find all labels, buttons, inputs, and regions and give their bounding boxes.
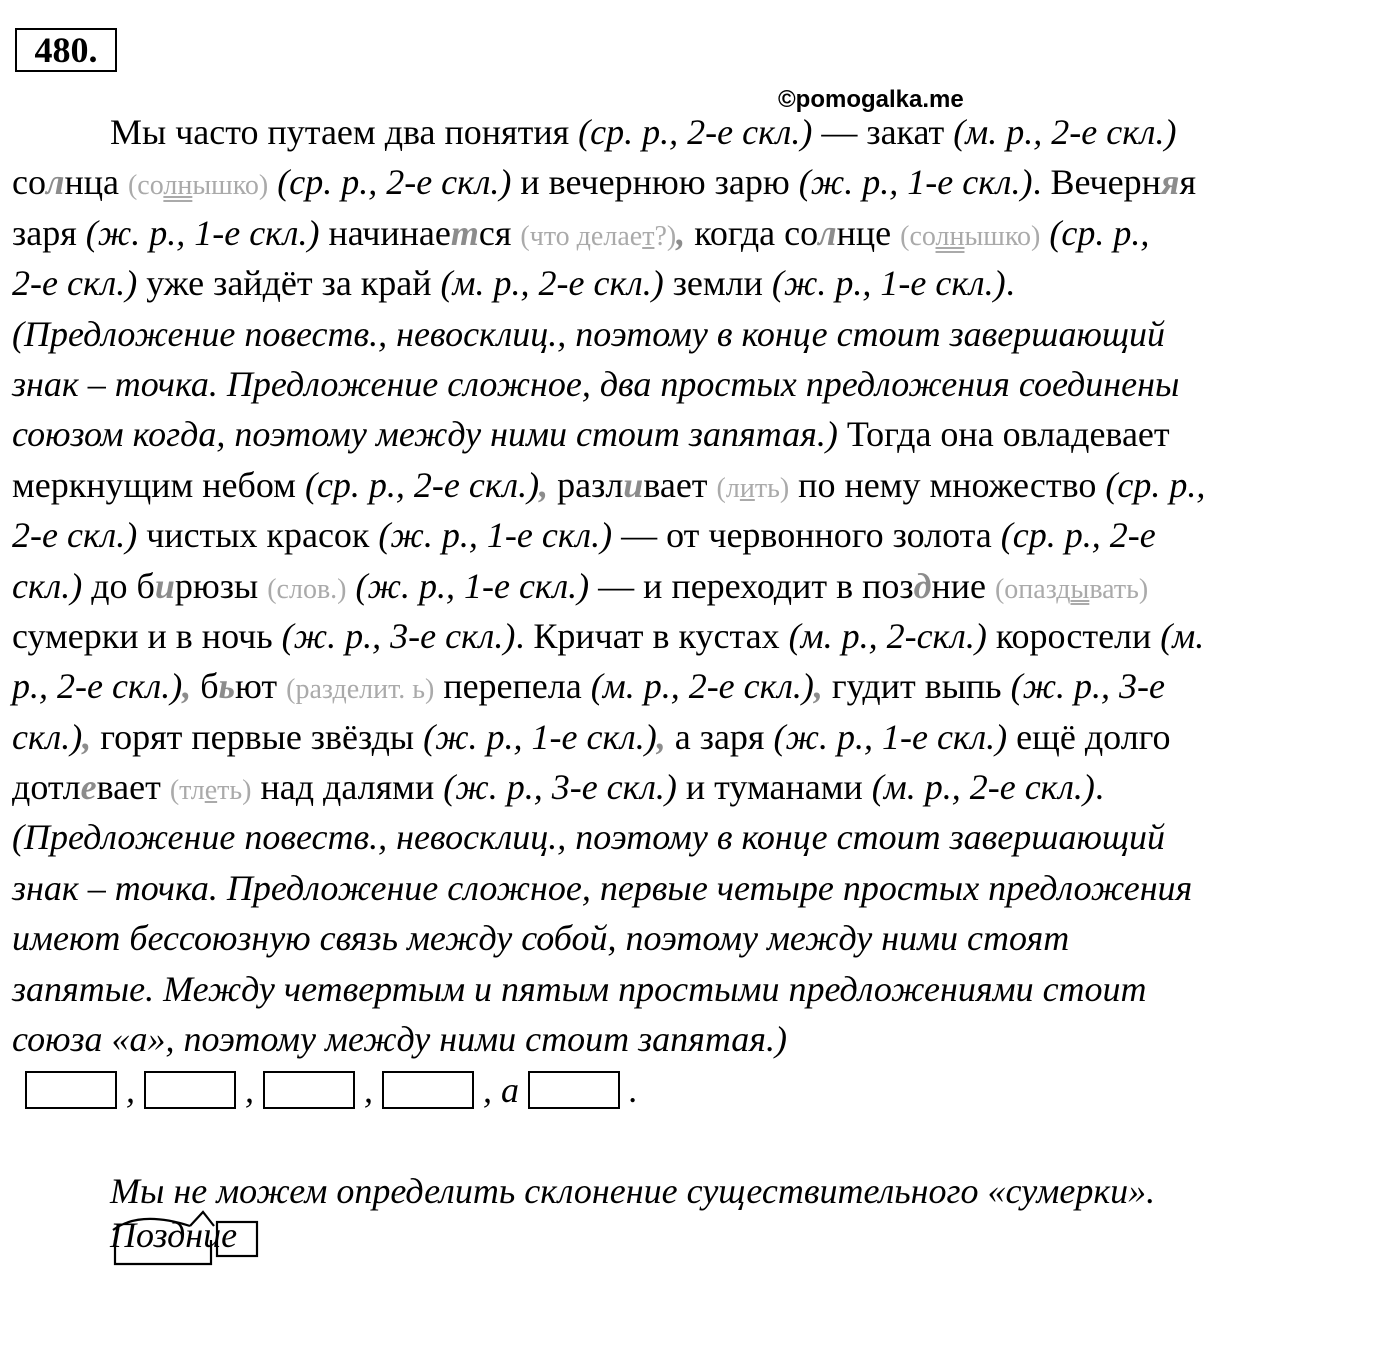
text-segment: сумерки и в ночь: [12, 615, 282, 656]
text-segment: 2-е скл.): [12, 263, 138, 304]
clause-box: [25, 1071, 117, 1109]
text-segment: [347, 566, 356, 606]
text-segment: ,: [539, 464, 549, 505]
text-segment: ся: [478, 212, 521, 253]
text-segment: над далями: [251, 767, 444, 808]
text-segment: — закат: [812, 112, 954, 152]
text-segment: — от червонного золота: [612, 515, 1001, 556]
text-segment: (ср. р.,: [1105, 464, 1206, 505]
text-segment: и туманами: [676, 767, 872, 808]
text-line: [12, 712, 1377, 762]
text-segment: (ср. р., 2-е скл.): [578, 112, 813, 152]
text-segment: ,: [182, 666, 192, 707]
morpheme-analysis: [110, 1208, 270, 1268]
clause-box: [144, 1071, 236, 1109]
text-segment: ы: [192, 170, 212, 202]
text-segment: лн: [163, 170, 193, 202]
text-segment: и вечернюю зарю: [511, 162, 799, 203]
text-segment: шко): [211, 170, 269, 202]
text-segment: меркнущим небом: [12, 464, 305, 505]
text-segment: земли: [663, 263, 772, 304]
text-segment: знак – точка. Предложение сложное, первые четыре простых предложения: [12, 867, 1193, 908]
text-segment: ть): [217, 775, 252, 807]
declension-note: Мы не можем определить склонение существительного «сумерки».: [110, 1171, 1156, 1211]
text-segment: вает: [96, 767, 170, 808]
text-segment: (ср. р., 2-е: [1000, 515, 1156, 556]
text-segment: т: [642, 220, 655, 252]
text-segment: (ж. р., 1-е скл.): [378, 515, 613, 556]
text-segment: (со: [127, 170, 164, 202]
text-segment: горят первые звёзды: [91, 716, 424, 757]
text-segment: знак – точка. Предложение сложное, два простых предложения соединены: [12, 363, 1180, 404]
root-arc: [113, 1219, 190, 1230]
text-segment: разл: [548, 464, 624, 505]
text-segment: я: [1179, 162, 1197, 203]
text-segment: я: [1160, 162, 1180, 203]
suffix-mark: [190, 1212, 214, 1226]
text-segment: (со: [900, 220, 936, 252]
text-segment: (ж. р., 1-е скл.): [85, 212, 320, 253]
ending-box: [217, 1222, 257, 1256]
text-segment: (что делае: [520, 220, 643, 252]
text-line: [12, 913, 1377, 963]
text-line: [12, 359, 1377, 409]
text-segment: .: [1094, 767, 1104, 808]
text-segment: по нему множество: [789, 464, 1106, 505]
exercise-number: 480.: [15, 28, 117, 72]
text-segment: скл.): [12, 716, 83, 757]
watermark: ©pomogalka.me: [778, 86, 964, 113]
text-segment: е: [204, 775, 218, 807]
exercise-text: [12, 107, 1377, 1064]
text-segment: до б: [82, 565, 155, 606]
text-segment: .: [1005, 263, 1015, 304]
text-line: [12, 460, 1377, 510]
text-segment: начинае: [319, 212, 451, 253]
text-segment: коростели: [986, 615, 1161, 656]
text-segment: (ж. р., 1-е скл.): [355, 565, 590, 606]
text-segment: ещё долго: [1007, 716, 1171, 757]
text-line: [12, 409, 1377, 459]
text-line: [12, 157, 1377, 207]
text-line: [12, 762, 1377, 812]
morpheme-marks: [110, 1208, 270, 1268]
text-segment: д: [913, 565, 932, 606]
text-segment: (ср. р., 2-е скл.): [304, 464, 540, 505]
text-segment: ?): [654, 220, 677, 252]
text-segment: ние: [931, 565, 995, 606]
text-segment: л: [45, 162, 65, 203]
base-bracket: [115, 1240, 211, 1264]
text-segment: (ж. р., 1-е скл.): [771, 263, 1006, 304]
text-line: [12, 1014, 1377, 1064]
text-segment: (м. р., 2-скл.): [788, 615, 987, 656]
text-segment: (ж. р., 3-е: [1010, 666, 1166, 707]
schema-end: .: [629, 1070, 638, 1110]
text-segment: (Предложение повеств., невосклиц., поэтому в конце стоит завершающий: [12, 817, 1166, 858]
schema-separator: , а: [483, 1070, 519, 1110]
text-segment: со: [12, 162, 46, 203]
text-segment: ы: [1070, 573, 1090, 605]
text-segment: (ср. р., 2-е скл.): [277, 162, 512, 203]
text-line: [12, 561, 1377, 611]
text-segment: (ж. р., 1-е скл.): [423, 716, 657, 757]
text-segment: ть): [754, 472, 790, 504]
text-line: [12, 510, 1377, 560]
text-segment: (ср. р.,: [1049, 212, 1150, 253]
text-segment: заря: [12, 212, 86, 253]
text-segment: нца: [64, 162, 128, 203]
text-segment: запятые. Между четвертым и пятым простыми предложениями стоит: [12, 968, 1147, 1009]
text-segment: (ж. р., 1-е скл.): [773, 716, 1008, 757]
text-line: [12, 812, 1377, 862]
text-segment: (ж. р., 3-е скл.): [281, 615, 516, 656]
text-line: [12, 208, 1377, 258]
morph-word: Поздние: [110, 1215, 238, 1255]
text-segment: ь: [218, 666, 235, 707]
clause-box: [528, 1071, 620, 1109]
text-segment: ы: [964, 220, 984, 252]
text-line: [12, 258, 1377, 308]
text-segment: е: [80, 767, 97, 808]
text-segment: союзом когда, поэтому между ними стоит запятая.): [12, 414, 838, 455]
text-segment: (ж. р., 3-е скл.): [443, 767, 677, 808]
text-line: [12, 611, 1377, 661]
text-line: [12, 863, 1377, 913]
text-segment: перепела: [434, 666, 591, 707]
text-segment: когда со: [685, 212, 819, 253]
schema-separator: ,: [245, 1070, 254, 1110]
text-segment: и: [739, 472, 755, 504]
text-segment: лн: [935, 220, 965, 252]
schema-separator: ,: [364, 1070, 373, 1110]
text-segment: гудит выпь: [822, 666, 1011, 707]
text-segment: рюзы: [174, 565, 268, 606]
text-line: [12, 661, 1377, 711]
text-segment: и: [154, 565, 175, 606]
text-segment: 2-е скл.): [12, 515, 138, 556]
text-segment: (слов.): [267, 573, 347, 605]
text-segment: (опазд: [994, 573, 1071, 605]
text-segment: (тл: [169, 775, 205, 807]
text-segment: вает: [643, 464, 717, 505]
text-segment: ,: [656, 716, 666, 757]
text-segment: — и переходит в поз: [589, 565, 914, 606]
text-segment: (разделит. ь): [286, 674, 435, 706]
text-segment: уже зайдёт за край: [137, 263, 441, 304]
text-line: [12, 309, 1377, 359]
text-segment: (м. р., 2-е скл.): [590, 666, 814, 707]
text-segment: союза «а», поэтому между ними стоит запятая.): [12, 1019, 788, 1060]
clause-box: [263, 1071, 355, 1109]
text-segment: шко): [983, 220, 1041, 252]
text-segment: т: [450, 212, 479, 253]
text-segment: (Предложение повеств., невосклиц., поэтому в конце стоит завершающий: [12, 313, 1166, 354]
schema-separator: ,: [126, 1070, 135, 1110]
text-segment: л: [818, 212, 837, 253]
text-segment: чистых красок: [137, 515, 379, 556]
text-segment: ,: [813, 666, 823, 707]
text-segment: дотл: [12, 767, 81, 808]
text-line: [12, 964, 1377, 1014]
clause-box: [382, 1071, 474, 1109]
text-segment: скл.): [12, 565, 83, 606]
text-segment: Мы часто путаем два понятия: [110, 112, 579, 152]
text-segment: (м.: [1160, 615, 1205, 656]
text-segment: (м. р., 2-е скл.): [871, 767, 1095, 808]
text-line: [12, 107, 1377, 157]
text-segment: ,: [82, 716, 92, 757]
text-segment: р., 2-е скл.): [12, 666, 183, 707]
text-segment: а заря: [665, 716, 774, 757]
text-segment: (л: [716, 472, 740, 504]
text-segment: [268, 162, 277, 202]
text-segment: . Кричат в кустах: [515, 615, 789, 656]
text-segment: имеют бессоюзную связь между собой, поэтому между ними стоят: [12, 918, 1070, 959]
text-segment: б: [191, 666, 219, 707]
text-segment: Тогда она овладевает: [837, 414, 1170, 455]
text-segment: вать): [1089, 573, 1149, 605]
text-segment: (м. р., 2-е скл.): [953, 112, 1177, 152]
text-segment: (ж. р., 1-е скл.): [798, 162, 1033, 203]
text-segment: ют: [234, 666, 287, 707]
text-segment: и: [623, 464, 644, 505]
text-segment: нце: [836, 212, 901, 253]
text-segment: (м. р., 2-е скл.): [440, 263, 664, 304]
text-segment: . Вечерн: [1032, 162, 1161, 203]
sentence-schema: [22, 1068, 644, 1112]
text-segment: ,: [676, 212, 686, 253]
